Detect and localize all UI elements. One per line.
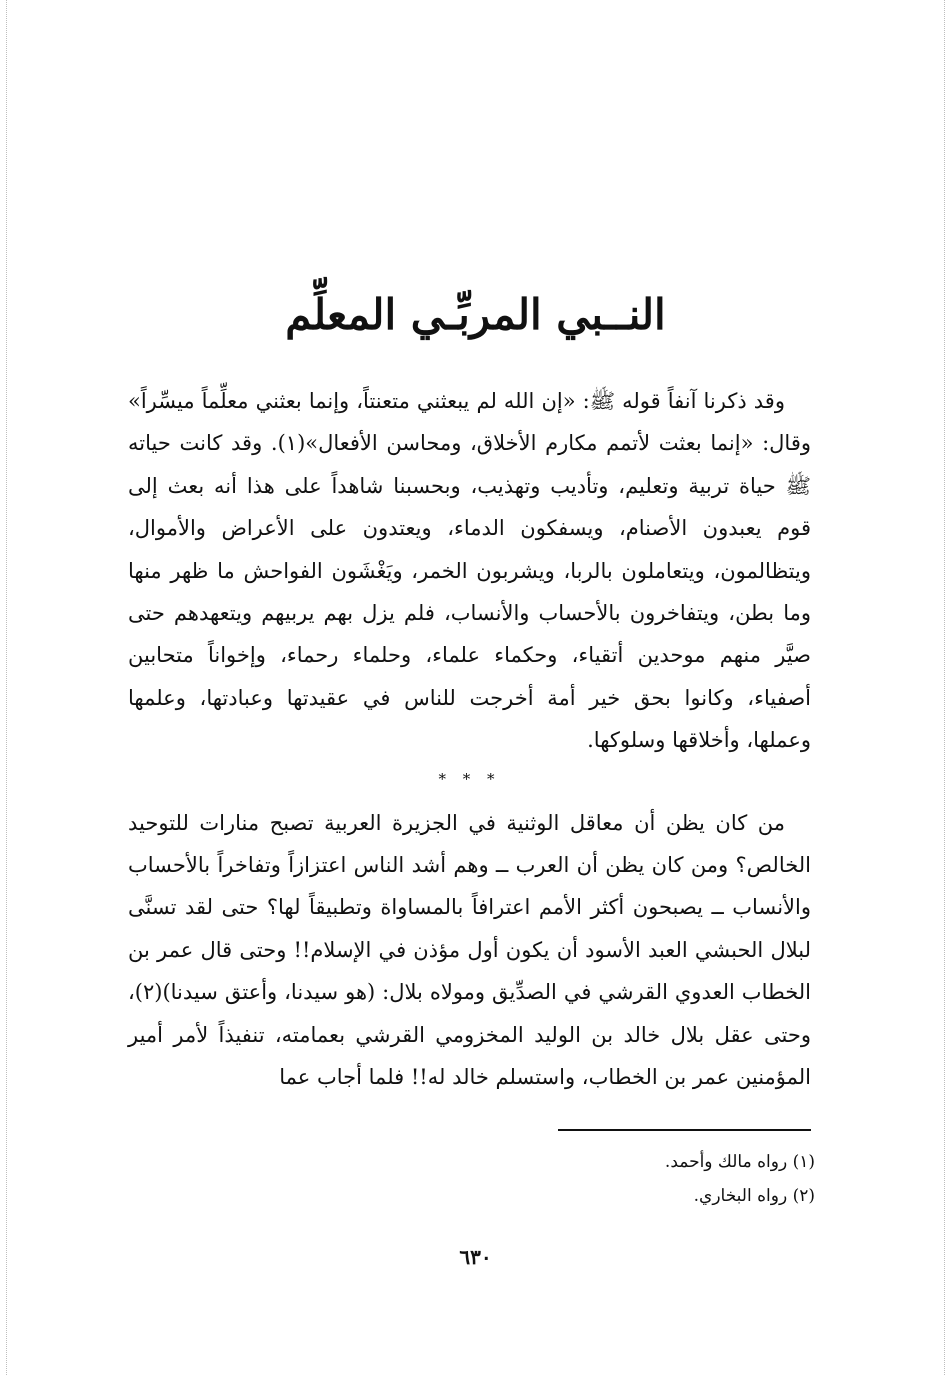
scan-edge-right xyxy=(944,0,945,1375)
footnote-2: (٢) رواه البخاري. xyxy=(693,1186,815,1206)
footnote-1: (١) رواه مالك وأحمد. xyxy=(664,1152,815,1172)
section-separator: * * * xyxy=(438,769,501,788)
chapter-title: النــبي المربِّـي المعلِّم xyxy=(285,290,666,339)
paragraph-1: وقد ذكرنا آنفاً قوله ﷺ: «إن الله لم يبعثني متعنتاً، وإنما بعثني معلِّماً ميسِّراً» وقال: «إنما بعثت لأتمم مكارم الأخلاق، ومحاسن الأفعال»(١). وقد كانت حياته ﷺ حياة تربية وتعليم، وتأديب وتهذيب، وبحسبنا شاهداً على هذا أنه بعث إلى قوم يعبدون الأصنام، ويسفكون الدماء، ويعتدون على الأعراض والأموال، ويتظالمون، ويتعاملون بالربا، ويشربون الخمر، ويَغْشَون الفواحش ما ظهر منها وما بطن، ويتفاخرون بالأحساب والأنساب، فلم يزل بهم يربيهم ويتعهدهم حتى صيَّر منهم موحدين أتقياء، وحكماء علماء، وحلماء رحماء، وإخواناً متحابين أصفياء، وكانوا بحق خير أمة أخرجت للناس في عقيدتها وعبادتها، وعلمها وعملها، وأخلاقها وسلوكها. xyxy=(128,389,812,753)
footnote-divider xyxy=(558,1129,811,1131)
paragraph-2: من كان يظن أن معاقل الوثنية في الجزيرة العربية تصبح منارات للتوحيد الخالص؟ ومن كان يظن أن العرب ــ وهم أشد الناس اعتزازاً وتفاخراً بالأحساب والأنساب ــ يصبحون أكثر الأمم اعترافاً بالمساواة وتطبيقاً لها؟ حتى لقد تسنَّى لبلال الحبشي العبد الأسود أن يكون أول مؤذن في الإسلام!! وحتى قال عمر بن الخطاب العدوي القرشي في الصدِّيق ومولاه بلال: (هو سيدنا، وأعتق سيدنا)(٢)، وحتى عقل بلال خالد بن الوليد المخزومي القرشي بعمامته، تنفيذاً لأمر أمير المؤمنين عمر بن الخطاب، واستسلم خالد له!! فلما أجاب عما xyxy=(128,810,811,1090)
scan-edge-left xyxy=(6,0,7,1375)
footnotes xyxy=(520,1145,815,1213)
page-number: ٦٣٠ xyxy=(459,1245,492,1269)
body-text xyxy=(128,380,811,1099)
